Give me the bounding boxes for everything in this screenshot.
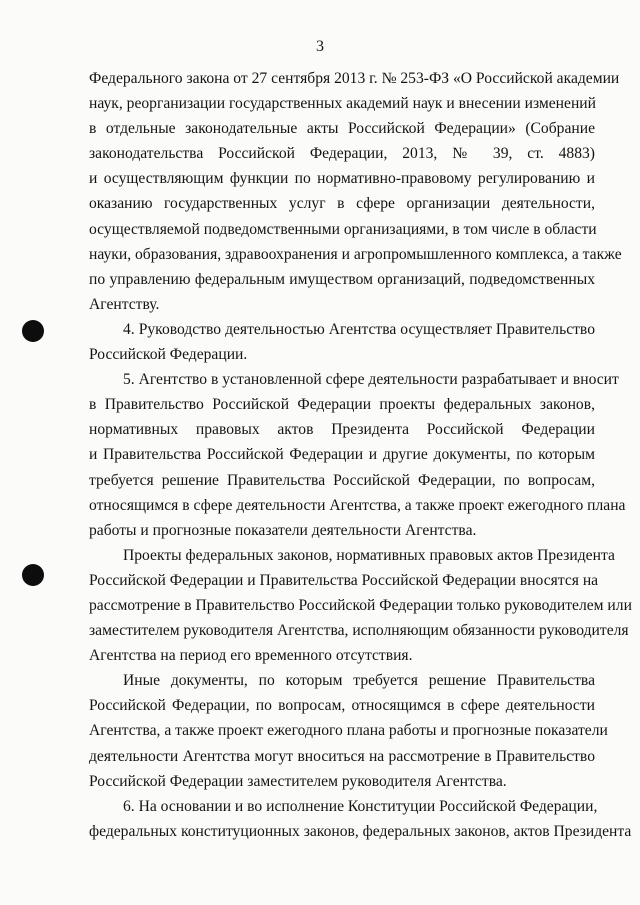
text-line: 4. Руководство деятельностью Агентства осуществляет Правительство [123, 320, 595, 338]
binder-hole [22, 320, 44, 342]
text-line: наук, реорганизации государственных академий наук и внесении изменений [89, 95, 596, 113]
text-line: и Правительства Российской Федерации и другие документы, по которым [89, 446, 595, 464]
text-line: требуется решение Правительства Российской Федерации, по вопросам, [89, 471, 595, 489]
text-line: Агентства на период его временного отсутствия. [89, 647, 413, 665]
text-line: федеральных конституционных законов, федеральных законов, актов Президента [89, 822, 632, 840]
text-line: осуществляемой подведомственными организациями, в том числе в области [89, 220, 597, 238]
text-line: рассмотрение в Правительство Российской Федерации только руководителем или [89, 596, 632, 614]
text-line: Федерального закона от 27 сентября 2013 г. № 253-ФЗ «О Российской академии [89, 70, 620, 87]
text-line: в отдельные законодательные акты Российской Федерации» (Собрание [89, 120, 595, 138]
text-line: Российской Федерации. [89, 346, 248, 364]
page-number: 3 [316, 38, 324, 55]
text-line: нормативных правовых актов Президента Российской Федерации [89, 421, 595, 439]
text-line: деятельности Агентства могут вноситься на рассмотрение в Правительство [89, 747, 595, 765]
paragraph-drafts [89, 543, 632, 668]
text-line: по управлению федеральным имуществом организаций, подведомственных [89, 270, 595, 288]
text-line: Иные документы, по которым требуется решение Правительства [123, 672, 595, 690]
text-line: и осуществляющим функции по нормативно-правовому регулированию и [89, 170, 595, 188]
text-line: Агентства, а также проект ежегодного плана работы и прогнозные показатели [89, 722, 608, 740]
text-line: науки, образования, здравоохранения и агропромышленного комплекса, а также [89, 245, 622, 263]
text-line: работы и прогнозные показатели деятельности Агентства. [89, 521, 477, 539]
paragraph-item-6 [89, 794, 632, 844]
text-line: Российской Федерации заместителем руководителя Агентства. [89, 772, 507, 790]
text-line: 5. Агентство в установленной сфере деятельности разрабатывает и вносит [123, 371, 619, 389]
paragraph-continuation [89, 66, 622, 317]
text-line: Агентству. [89, 295, 160, 313]
paragraph-item-4 [89, 317, 595, 367]
text-line: относящимся в сфере деятельности Агентства, а также проект ежегодного плана [89, 496, 626, 514]
text-line: заместителем руководителя Агентства, исполняющим обязанности руководителя [89, 622, 629, 640]
text-line: в Правительство Российской Федерации проекты федеральных законов, [89, 396, 595, 414]
text-line: Проекты федеральных законов, нормативных правовых актов Президента [123, 546, 615, 564]
text-line: Российской Федерации, по вопросам, относящимся в сфере деятельности [89, 697, 595, 715]
text-line: оказанию государственных услуг в сфере организации деятельности, [89, 195, 595, 213]
text-line: 6. На основании и во исполнение Конституции Российской Федерации, [123, 797, 598, 815]
text-line: законодательства Российской Федерации, 2013, № 39, ст. 4883) [89, 145, 595, 163]
paragraph-item-5 [89, 367, 626, 543]
document-body [89, 66, 632, 844]
text-line: Российской Федерации и Правительства Российской Федерации вносятся на [89, 571, 599, 589]
binder-hole [22, 564, 44, 586]
paragraph-other-documents [89, 668, 608, 793]
